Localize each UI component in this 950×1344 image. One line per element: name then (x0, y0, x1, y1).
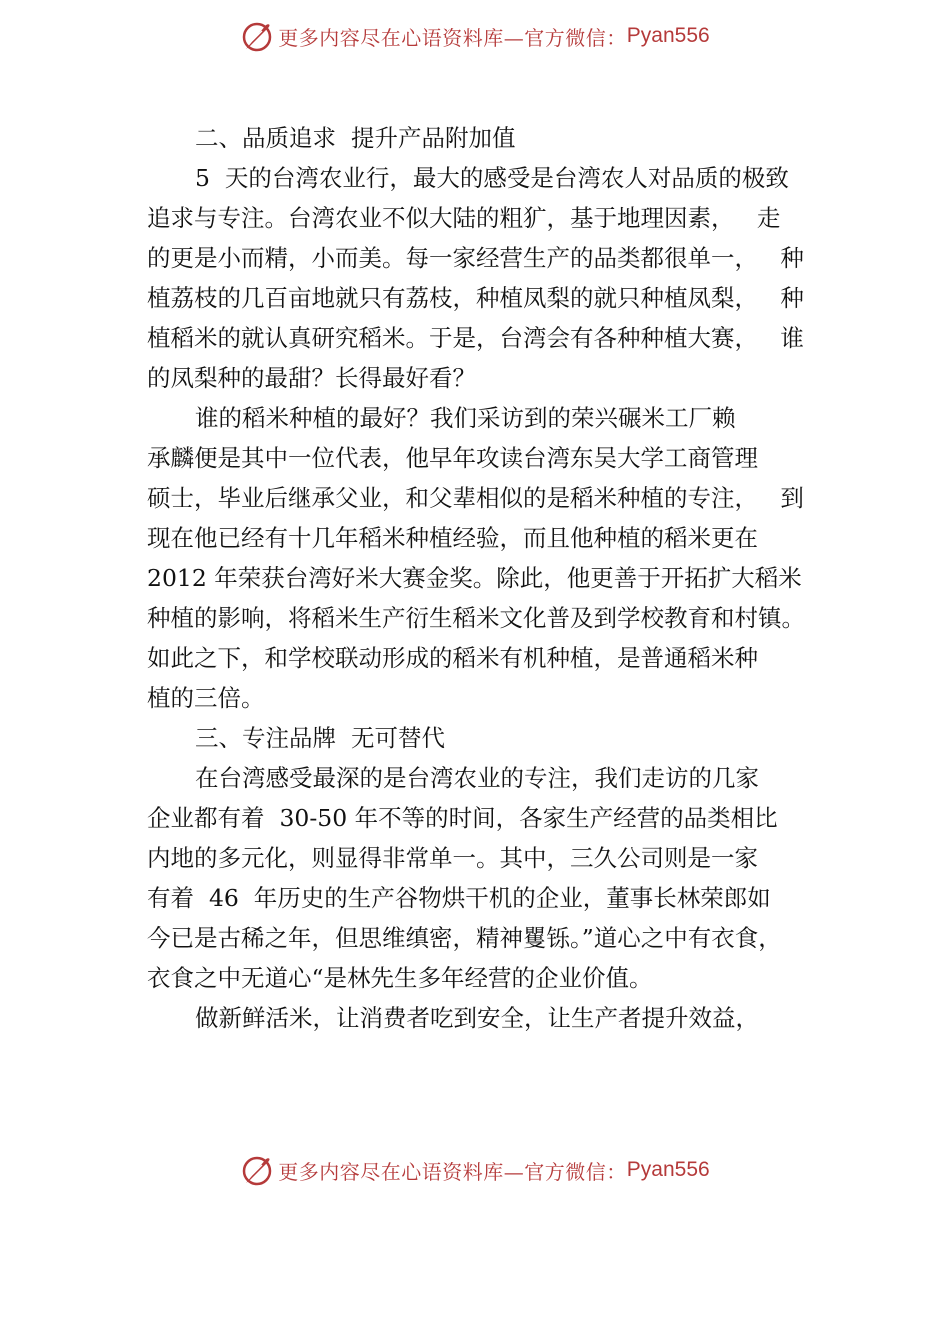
paragraph-line: 硕士，毕业后继承父业，和父辈相似的是稻米种植的专注， 到 (147, 484, 804, 512)
paragraph-line: 今已是古稀之年，但思维缜密，精神矍铄。”道心之中有衣食， (147, 924, 782, 952)
footer-banner-text: 更多内容尽在心语资料库—官方微信： (278, 1159, 627, 1184)
paragraph-line: 如此之下，和学校联动形成的稻米有机种植，是普通稻米种 (147, 644, 758, 672)
paragraph-line: 做新鲜活米，让消费者吃到安全，让生产者提升效益， (195, 1004, 759, 1032)
header-banner (0, 14, 950, 58)
paragraph-line: 追求与专注。台湾农业不似大陆的粗犷，基于地理因素， 走 (147, 204, 781, 232)
footer-banner (0, 1148, 950, 1192)
paragraph-line: 现在他已经有十几年稻米种植经验，而且他种植的稻米更在 (147, 524, 758, 552)
paragraph-line: 2012 年荣获台湾好米大赛金奖。除此，他更善于开拓扩大稻米 (147, 564, 802, 592)
paragraph-line: 有着 46 年历史的生产谷物烘干机的企业，董事长林荣郎如 (147, 884, 771, 912)
paragraph-line: 内地的多元化，则显得非常单一。其中，三久公司则是一家 (147, 844, 758, 872)
paragraph-line: 的凤梨种的最甜？长得最好看？ (147, 364, 476, 392)
article-body (147, 118, 837, 1038)
section-heading-2: 二、品质追求 提升产品附加值 (195, 124, 516, 152)
paragraph-line: 5 天的台湾农业行，最大的感受是台湾农人对品质的极致 (195, 164, 789, 192)
paragraph-line: 谁的稻米种植的最好？我们采访到的荣兴碾米工厂赖 (195, 404, 736, 432)
paragraph-line: 植荔枝的几百亩地就只有荔枝，种植凤梨的就只种植凤梨， 种 (147, 284, 804, 312)
feather-circle-logo-icon (240, 19, 274, 53)
paragraph-line: 种植的影响，将稻米生产衍生稻米文化普及到学校教育和村镇。 (147, 604, 805, 632)
paragraph-line: 在台湾感受最深的是台湾农业的专注，我们走访的几家 (195, 764, 759, 792)
paragraph-line: 植的三倍。 (147, 684, 265, 712)
section-heading-3: 三、专注品牌 无可替代 (195, 724, 445, 752)
header-banner-text: 更多内容尽在心语资料库—官方微信： (278, 25, 627, 50)
footer-wechat-id: Pyan556 (626, 1158, 710, 1181)
paragraph-line: 植稻米的就认真研究稻米。于是，台湾会有各种种植大赛， 谁 (147, 324, 804, 352)
paragraph-line: 的更是小而精，小而美。每一家经营生产的品类都很单一， 种 (147, 244, 804, 272)
feather-circle-logo-icon (240, 1153, 274, 1187)
paragraph-line: 承麟便是其中一位代表，他早年攻读台湾东吴大学工商管理 (147, 444, 758, 472)
header-wechat-id: Pyan556 (626, 24, 710, 47)
paragraph-line: 衣食之中无道心“是林先生多年经营的企业价值。 (147, 964, 653, 992)
paragraph-line: 企业都有着 30-50 年不等的时间，各家生产经营的品类相比 (147, 804, 778, 832)
